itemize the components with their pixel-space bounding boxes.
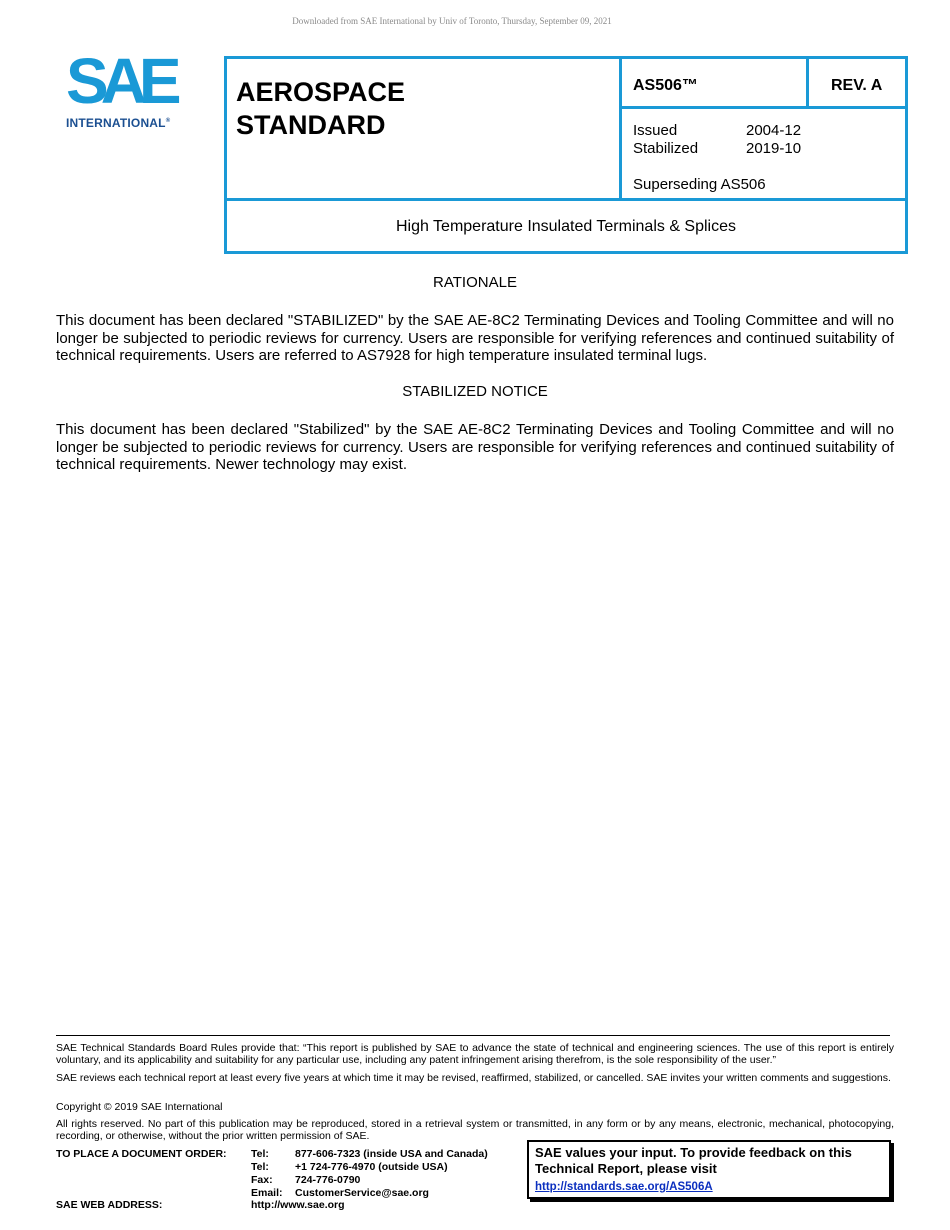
document-number: AS506™ bbox=[633, 77, 698, 94]
registered-mark: ® bbox=[165, 118, 171, 124]
tel2-label: Tel: bbox=[251, 1161, 269, 1173]
review-note: SAE reviews each technical report at least every five years at which time it may be revised, reaffirmed, stabilized, or cancelled. SAE invites your written comments and suggestions. bbox=[56, 1072, 891, 1084]
stabilized-notice-heading: STABILIZED NOTICE bbox=[402, 383, 548, 400]
order-label: TO PLACE A DOCUMENT ORDER: bbox=[56, 1148, 227, 1160]
revision-label: REV. A bbox=[831, 77, 883, 94]
title-divider bbox=[224, 198, 908, 201]
rationale-heading: RATIONALE bbox=[433, 274, 517, 291]
email-value[interactable]: CustomerService@sae.org bbox=[295, 1187, 429, 1199]
document-type-line1: AEROSPACE bbox=[236, 77, 406, 107]
copyright: Copyright © 2019 SAE International bbox=[56, 1101, 223, 1113]
revision-divider bbox=[806, 56, 809, 108]
tel-label: Tel: bbox=[251, 1148, 269, 1160]
email-label: Email: bbox=[251, 1187, 283, 1199]
logo-mark: SAE bbox=[66, 45, 174, 117]
feedback-text: SAE values your input. To provide feedback on this Technical Report, please visit bbox=[535, 1145, 852, 1176]
sae-logo bbox=[66, 45, 186, 134]
feedback-box bbox=[527, 1140, 891, 1199]
stabilized-label: Stabilized bbox=[633, 140, 699, 157]
issued-date: 2004-12 bbox=[746, 122, 802, 139]
rationale-paragraph: This document has been declared "STABILIZED" by the SAE AE-8C2 Terminating Devices and Tooling Committee and will no longer be subjected to periodic reviews for currency. Users are responsible for verifying references and continued suitability of technical requirements. Users are referred to AS7928 for high temperature insulated terminal lugs. bbox=[56, 312, 894, 364]
fax-value: 724-776-0790 bbox=[295, 1174, 361, 1186]
web-link[interactable]: http://www.sae.org bbox=[251, 1199, 345, 1211]
stabilized-notice-paragraph: This document has been declared "Stabilized" by the SAE AE-8C2 Terminating Devices and Tooling Committee and will no longer be subjected to periodic reviews for currency. Users are responsible for verifying references and continued suitability of technical requirements. Newer technology may exist. bbox=[56, 421, 894, 473]
web-label: SAE WEB ADDRESS: bbox=[56, 1199, 163, 1211]
document-type-line2: STANDARD bbox=[236, 110, 386, 140]
docnum-divider bbox=[619, 106, 908, 109]
superseding-note: Superseding AS506 bbox=[633, 176, 766, 193]
footer-rule bbox=[56, 1035, 890, 1036]
tel-value: 877-606-7323 (inside USA and Canada) bbox=[295, 1148, 488, 1160]
feedback-link[interactable]: http://standards.sae.org/AS506A bbox=[535, 1181, 713, 1193]
board-rules-note: SAE Technical Standards Board Rules provide that: “This report is published by SAE to advance the state of technical and engineering sciences. The use of this report is entirely voluntary, and its applicability and suitability for any particular use, including any patent infringement arising therefrom, is the sole responsibility of the user.” bbox=[56, 1042, 894, 1067]
issued-label: Issued bbox=[633, 122, 678, 139]
logo-subtitle-text: INTERNATIONAL bbox=[66, 116, 166, 130]
logo-subtitle bbox=[66, 116, 186, 130]
stabilized-date: 2019-10 bbox=[746, 140, 802, 157]
document-title: High Temperature Insulated Terminals & Splices bbox=[395, 218, 737, 235]
header-divider-vertical bbox=[619, 56, 622, 200]
document-type bbox=[236, 76, 405, 142]
download-note: Downloaded from SAE International by Univ of Toronto, Thursday, September 09, 2021 bbox=[292, 16, 612, 26]
tel2-value: +1 724-776-4970 (outside USA) bbox=[295, 1161, 448, 1173]
fax-label: Fax: bbox=[251, 1174, 273, 1186]
rights-note: All rights reserved. No part of this publication may be reproduced, stored in a retrieval system or transmitted, in any form or by any means, electronic, mechanical, photocopying, recording, or otherwise, without the prior written permission of SAE. bbox=[56, 1118, 894, 1143]
